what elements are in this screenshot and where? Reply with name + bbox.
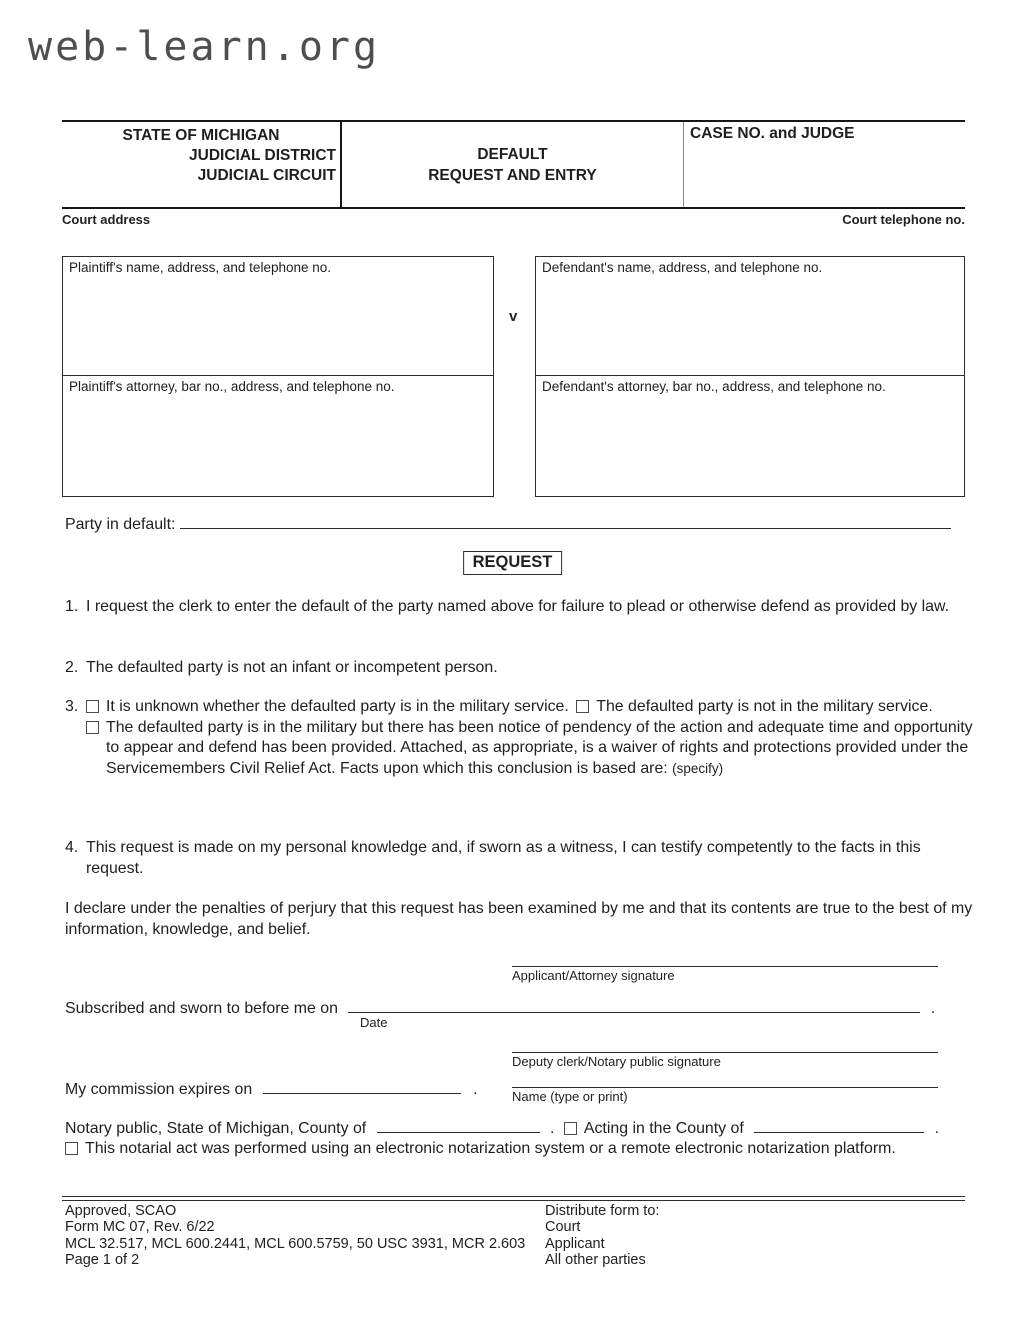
footer-form-info (65, 1203, 525, 1268)
judicial-circuit-label: JUDICIAL CIRCUIT (197, 167, 336, 184)
party-in-default-row (65, 515, 965, 534)
request-item-3 (65, 697, 979, 779)
footer-distribution (545, 1203, 659, 1268)
checkbox-military-unknown[interactable] (86, 700, 99, 713)
distribute-item-all-other: All other parties (545, 1251, 646, 1268)
form-title-cell (342, 122, 684, 207)
request-item-1 (65, 597, 976, 618)
item-3-number: 3. (65, 698, 79, 715)
site-logo: web-learn.org (28, 24, 381, 70)
item-1-number: 1. (65, 598, 79, 615)
footer-approved-line: Approved, SCAO (65, 1203, 177, 1219)
item-2-number: 2. (65, 659, 79, 676)
notary-county-input[interactable] (377, 1119, 540, 1133)
notary-row (65, 1119, 939, 1138)
acting-county-input[interactable] (754, 1119, 924, 1133)
defendant-name-label: Defendant's name, address, and telephone no. (542, 260, 823, 275)
case-no-judge-field[interactable] (684, 122, 965, 207)
acting-period: . (934, 1120, 940, 1137)
court-address-label: Court address (62, 212, 151, 227)
footer-statutes-line: MCL 32.517, MCL 600.2441, MCL 600.5759, 50 USC 3931, MCR 2.603 (65, 1235, 526, 1252)
case-no-judge-label: CASE NO. and JUDGE (690, 125, 855, 142)
plaintiff-attorney-field[interactable] (63, 376, 493, 615)
defendant-box (535, 256, 965, 497)
perjury-declaration: I declare under the penalties of perjury that this request has been examined by me and that its contents are true to the best of my information, knowledge, and belief. (65, 900, 973, 938)
checkbox-in-military-notice[interactable] (86, 721, 99, 734)
plaintiff-name-field[interactable] (63, 257, 493, 376)
footer-divider (62, 1196, 965, 1201)
versus-label: v (509, 308, 518, 325)
distribute-label: Distribute form to: (545, 1203, 660, 1219)
checkbox-not-in-military[interactable] (576, 700, 589, 713)
request-item-2 (65, 658, 976, 679)
commission-date-input[interactable] (263, 1080, 461, 1094)
defendant-name-field[interactable] (536, 257, 964, 376)
item-3-option-row (86, 697, 979, 718)
acting-text: Acting in the County of (583, 1120, 744, 1137)
plaintiff-name-label: Plaintiff's name, address, and telephone no. (69, 260, 332, 275)
distribute-item-applicant: Applicant (545, 1235, 605, 1252)
commission-period: . (473, 1081, 478, 1098)
plaintiff-attorney-label: Plaintiff's attorney, bar no., address, and telephone no. (69, 379, 395, 394)
request-section-title: REQUEST (463, 551, 563, 575)
item-4-number: 4. (65, 839, 79, 856)
form-caption-table (62, 120, 965, 209)
enotary-text: This notarial act was performed using an electronic notarization system or a remote electronic notarization platform. (85, 1140, 896, 1157)
judicial-district-label: JUDICIAL DISTRICT (189, 147, 336, 164)
item-3-option-3-row (86, 718, 979, 780)
sworn-text: Subscribed and sworn to before me on (65, 1000, 338, 1017)
date-label: Date (360, 1015, 388, 1030)
court-telephone-label: Court telephone no. (842, 212, 965, 227)
commission-row (65, 1080, 477, 1099)
enotary-row (65, 1140, 896, 1158)
court-header-cell (62, 122, 342, 207)
state-of-michigan-label: STATE OF MICHIGAN (122, 127, 280, 144)
notary-name-label: Name (type or print) (512, 1089, 628, 1104)
plaintiff-box (62, 256, 494, 497)
form-title-line2: REQUEST AND ENTRY (428, 166, 597, 184)
footer-form-number-line: Form MC 07, Rev. 6/22 (65, 1219, 215, 1236)
item-3-option-1-text: It is unknown whether the defaulted party is in the military service. (106, 698, 569, 715)
defendant-attorney-field[interactable] (536, 376, 964, 615)
item-3-option-2-text: The defaulted party is not in the military service. (596, 698, 933, 715)
sworn-period: . (930, 1000, 936, 1017)
footer-page-number: Page 1 of 2 (65, 1251, 140, 1268)
notary-period: . (550, 1120, 555, 1137)
request-item-4 (65, 838, 946, 879)
item-4-text: This request is made on my personal knowledge and, if sworn as a witness, I can testify competently to the facts in this request. (86, 839, 921, 877)
sworn-date-input[interactable] (348, 999, 920, 1013)
checkbox-electronic-notarization[interactable] (65, 1142, 78, 1155)
court-contact-row (62, 212, 965, 227)
item-2-text: The defaulted party is not an infant or incompetent person. (86, 659, 498, 676)
notary-name-block (512, 1087, 938, 1104)
form-title-line1: DEFAULT (477, 145, 548, 163)
item-1-text: I request the clerk to enter the default of the party named above for failure to plead or otherwise defend as provided by law. (86, 598, 950, 615)
deputy-signature-block (512, 1052, 938, 1069)
deputy-signature-label: Deputy clerk/Notary public signature (512, 1054, 721, 1069)
commission-text: My commission expires on (65, 1081, 253, 1098)
checkbox-acting-in-county[interactable] (564, 1122, 577, 1135)
applicant-signature-label: Applicant/Attorney signature (512, 968, 675, 983)
distribute-item-court: Court (545, 1219, 581, 1236)
defendant-attorney-label: Defendant's attorney, bar no., address, and telephone no. (542, 379, 886, 394)
specify-hint: (specify) (672, 760, 724, 776)
notary-text: Notary public, State of Michigan, County of (65, 1120, 367, 1137)
party-in-default-label: Party in default: (65, 516, 176, 533)
applicant-signature-block (512, 966, 938, 983)
item-3-option-3-text: The defaulted party is in the military but there has been notice of pendency of the action and adequate time and opportunity to appear and defend has been provided. Attached, as appropriate, is a waiver of rights and protections provided under the Servicemembers Civil Relief Act. Facts upon which this conclusion is based are: (106, 718, 973, 777)
party-in-default-input[interactable] (180, 515, 951, 529)
sworn-row (65, 999, 935, 1018)
